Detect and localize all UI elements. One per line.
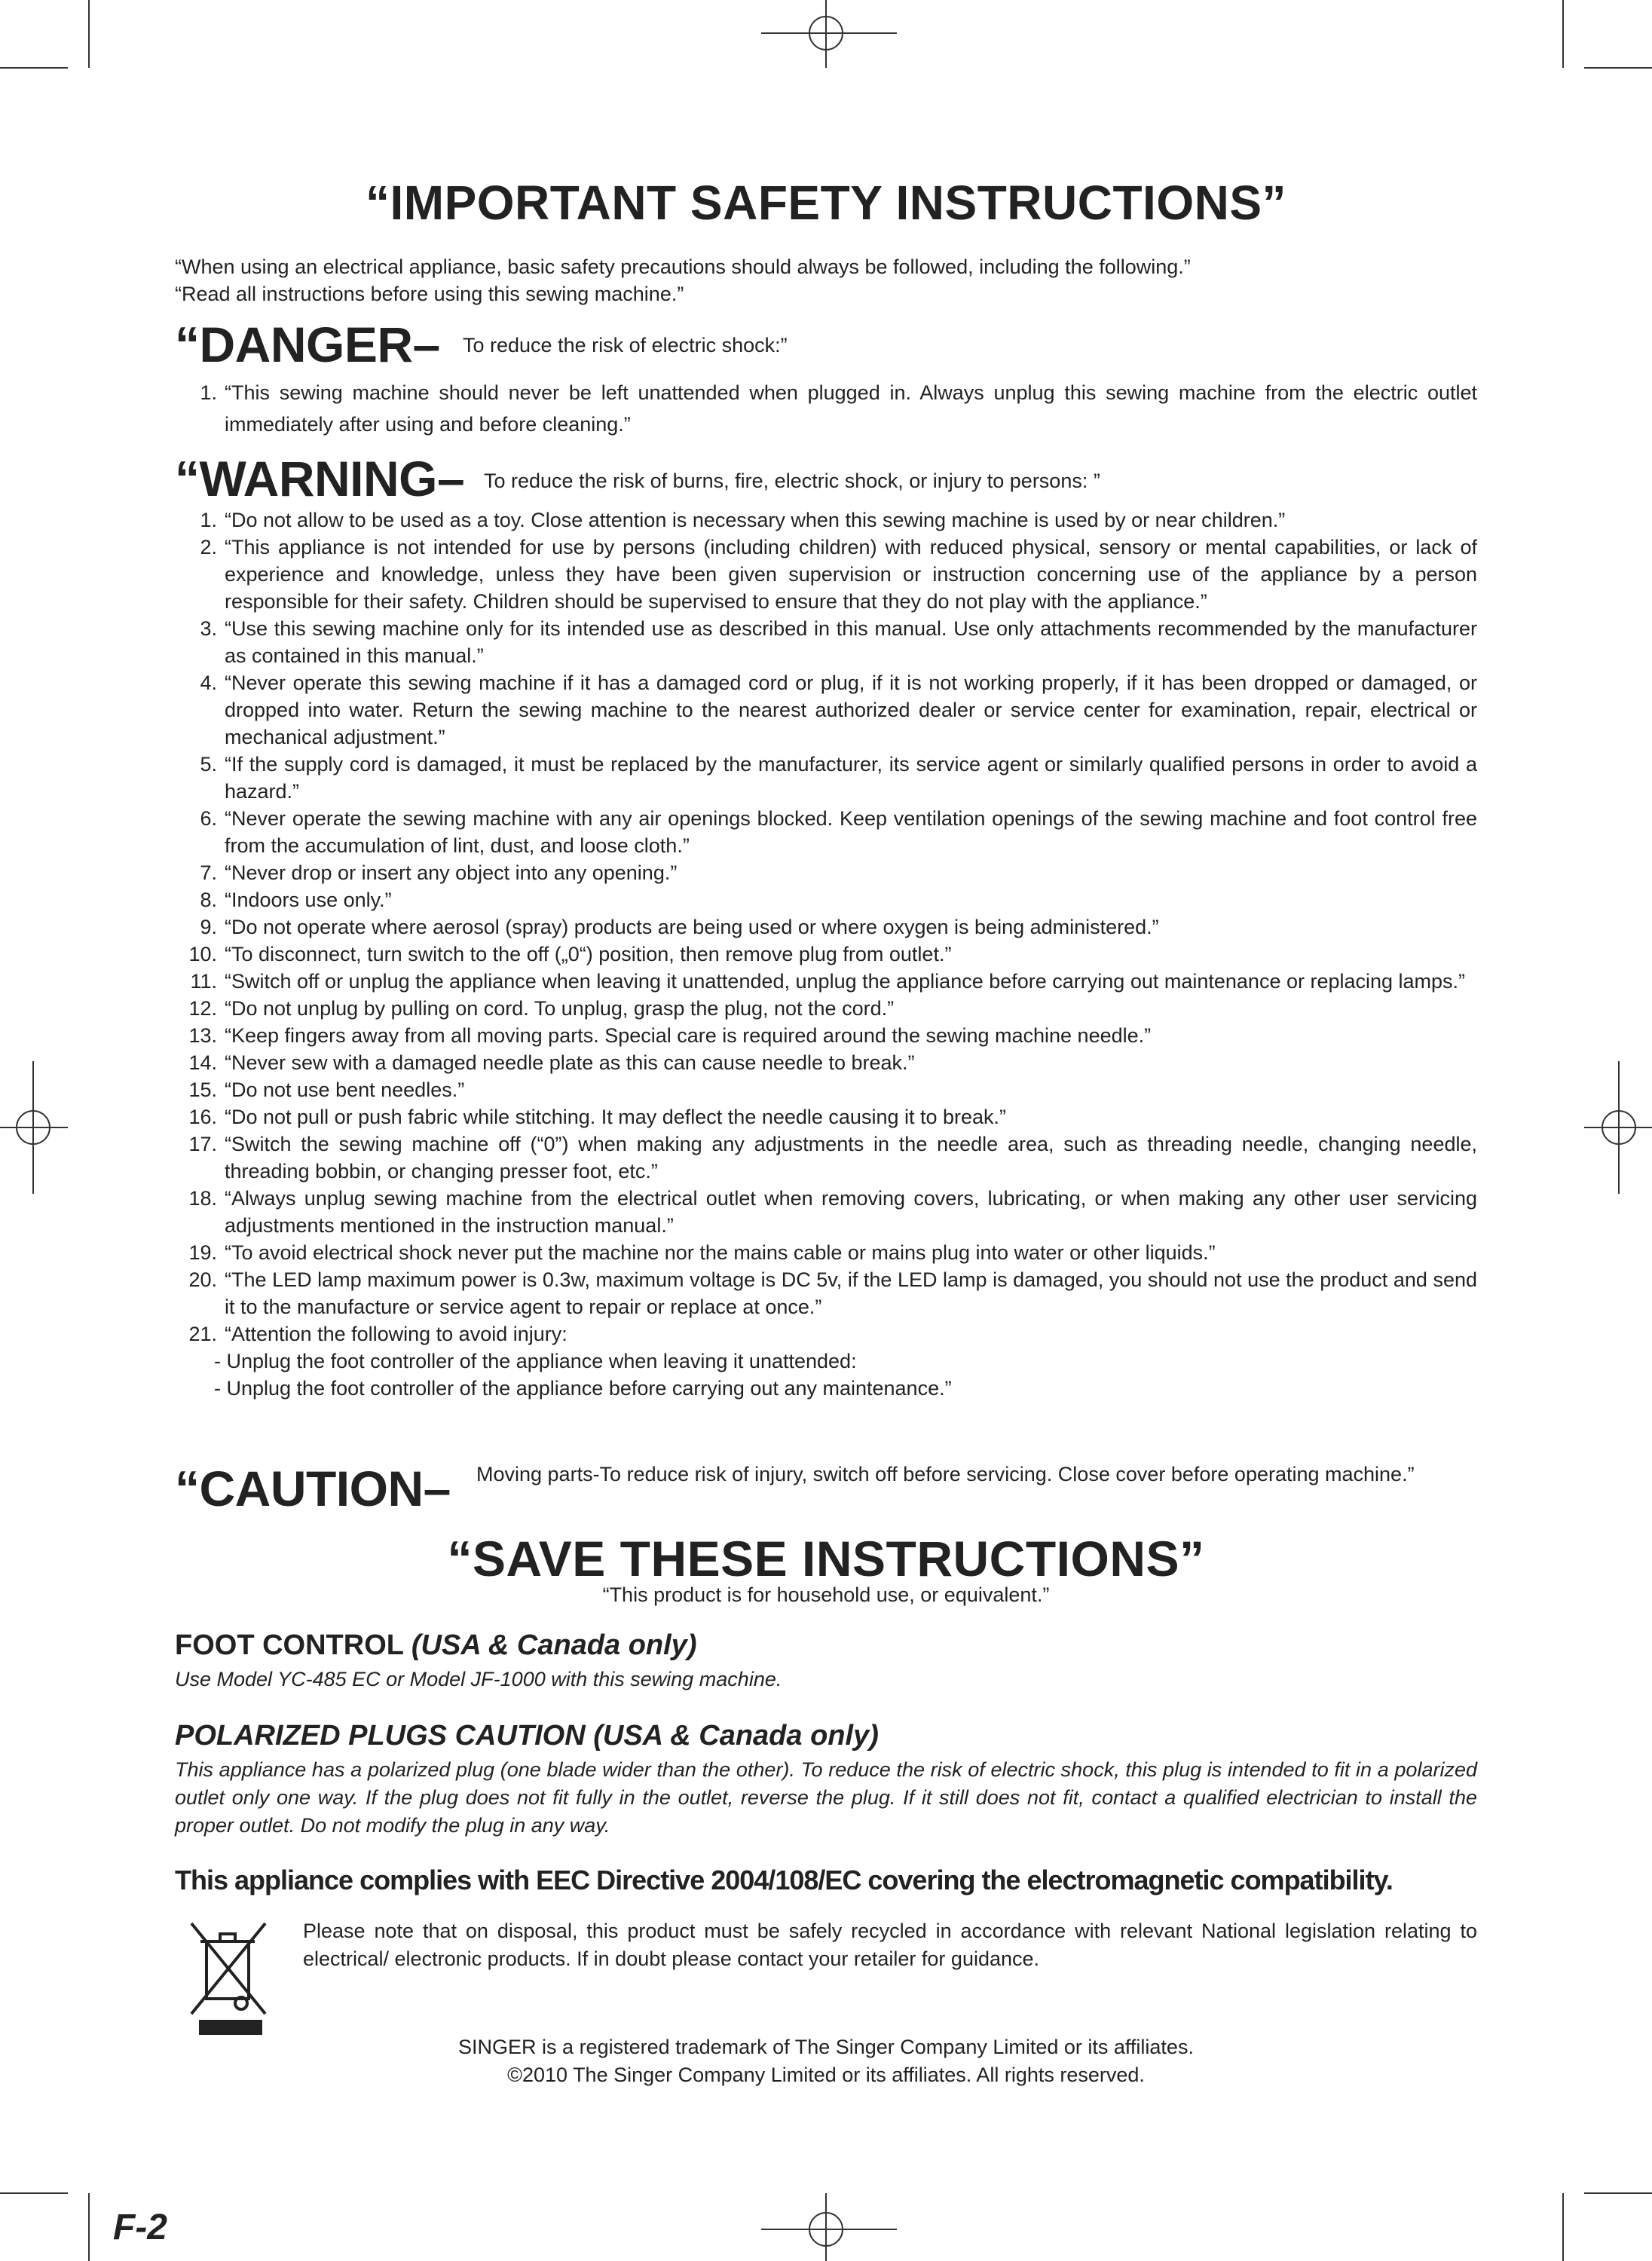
- item-number: 11.: [190, 970, 217, 993]
- item-number: 13.: [188, 1024, 217, 1047]
- item-number: 5.: [200, 753, 217, 776]
- item-number: 19.: [188, 1241, 217, 1264]
- item-text: “To disconnect, turn switch to the off („0“) position, then remove plug from outlet.”: [225, 943, 952, 965]
- page-title: “IMPORTANT SAFETY INSTRUCTIONS”: [365, 176, 1287, 230]
- list-item: [175, 886, 1477, 913]
- item-text: “If the supply cord is damaged, it must be replaced by the manufacturer, its service agent or similarly qualified persons in order to avoid a hazard.”: [225, 753, 1477, 803]
- item-number: 18.: [188, 1187, 217, 1210]
- item-number: 10.: [188, 943, 217, 965]
- list-item: [175, 995, 1477, 1022]
- item-text: “Attention the following to avoid injury:: [225, 1323, 567, 1345]
- eec-compliance: This appliance complies with EEC Directive 2004/108/EC covering the electromagnetic compatibility.: [175, 1865, 1393, 1895]
- list-item: [175, 968, 1477, 995]
- caution-text: Moving parts-To reduce risk of injury, switch off before servicing. Close cover before operating machine.”: [476, 1463, 1415, 1485]
- page-number: F-2: [113, 2207, 167, 2247]
- list-item: [175, 1320, 1477, 1348]
- sub-item: - Unplug the foot controller of the appliance before carrying out any maintenance.”: [214, 1377, 952, 1400]
- item-text: “Indoors use only.”: [225, 889, 392, 911]
- caution-heading: “CAUTION–: [175, 1461, 451, 1516]
- list-item: [175, 1239, 1477, 1266]
- list-item: [175, 534, 1477, 615]
- item-number: 2.: [200, 536, 217, 558]
- list-item: [175, 1130, 1477, 1185]
- warning-heading: “WARNING–: [175, 451, 465, 506]
- item-text: “To avoid electrical shock never put the machine nor the mains cable or mains plug into water or other liquids.”: [225, 1241, 1216, 1264]
- item-number: 6.: [200, 807, 217, 830]
- item-number: 20.: [188, 1268, 217, 1291]
- item-text: “Keep fingers away from all moving parts. Special care is required around the sewing machine needle.”: [225, 1024, 1152, 1047]
- list-item: [175, 506, 1477, 534]
- item-number: 8.: [200, 889, 217, 911]
- item-number: 9.: [200, 916, 217, 938]
- item-number: 15.: [188, 1078, 217, 1101]
- item-number: 21.: [188, 1323, 217, 1345]
- item-text: “Never drop or insert any object into any opening.”: [225, 861, 678, 884]
- crossed-out-wheelie-bin-icon: [187, 1919, 270, 2038]
- list-item: [175, 913, 1477, 941]
- item-text: “Do not pull or push fabric while stitching. It may deflect the needle causing it to break.”: [225, 1106, 1007, 1128]
- list-item: [175, 1076, 1477, 1103]
- copyright-line: ©2010 The Singer Company Limited or its affiliates. All rights reserved.: [507, 2064, 1145, 2086]
- save-title: “SAVE THESE INSTRUCTIONS”: [447, 1531, 1205, 1586]
- foot-control-heading: [175, 1629, 696, 1662]
- foot-control-text: Use Model YC-485 EC or Model JF-1000 with this sewing machine.: [175, 1668, 782, 1690]
- polarized-heading: POLARIZED PLUGS CAUTION (USA & Canada only): [175, 1720, 879, 1752]
- list-item: [175, 805, 1477, 859]
- item-number: 1.: [200, 509, 217, 531]
- item-text: “This sewing machine should never be left unattended when plugged in. Always unplug this sewing machine from the electric outlet immediately after using and before cleaning.”: [225, 381, 1477, 436]
- item-text: “Do not operate where aerosol (spray) products are being used or where oxygen is being administered.”: [225, 916, 1159, 938]
- list-item: [175, 859, 1477, 886]
- warning-lead: To reduce the risk of burns, fire, electric shock, or injury to persons: ”: [484, 470, 1100, 492]
- item-number: 16.: [188, 1106, 217, 1128]
- danger-list: [175, 377, 1477, 440]
- intro-line: “When using an electrical appliance, basic safety precautions should always be followed, including the following.”: [175, 255, 1191, 278]
- item-text: “Do not allow to be used as a toy. Close attention is necessary when this sewing machine is used by or near children.”: [225, 509, 1286, 531]
- item-number: 14.: [188, 1051, 217, 1074]
- item-text: “Never sew with a damaged needle plate as this can cause needle to break.”: [225, 1051, 915, 1074]
- list-item: [175, 1022, 1477, 1049]
- list-item: [175, 1266, 1477, 1320]
- item-text: “Switch off or unplug the appliance when leaving it unattended, unplug the appliance before carrying out maintenance or replacing lamps.”: [225, 970, 1466, 993]
- item-text: “Switch the sewing machine off (“0”) when making any adjustments in the needle area, such as threading needle, changing needle, threading bobbin, or changing presser foot, etc.”: [225, 1133, 1477, 1183]
- list-item: [175, 1103, 1477, 1130]
- item-number: 4.: [200, 672, 217, 694]
- item-number: 3.: [200, 617, 217, 640]
- item-text: “The LED lamp maximum power is 0.3w, maximum voltage is DC 5v, if the LED lamp is damaged, you should not use the product and send it to the manufacture or service agent to repair or replace at once.”: [225, 1268, 1477, 1318]
- item-text: “Use this sewing machine only for its intended use as described in this manual. Use only attachments recommended by the manufacturer as contained in this manual.”: [225, 617, 1477, 667]
- list-item: [175, 1185, 1477, 1239]
- item-number: 17.: [188, 1133, 217, 1155]
- list-item: [175, 1049, 1477, 1076]
- list-item: [175, 377, 1477, 440]
- save-subtitle: “This product is for household use, or equivalent.”: [602, 1583, 1050, 1606]
- item-text: “Do not unplug by pulling on cord. To unplug, grasp the plug, not the cord.”: [225, 997, 895, 1020]
- list-item: [175, 941, 1477, 968]
- danger-heading: “DANGER–: [175, 317, 440, 372]
- warning-list: [175, 506, 1477, 1402]
- item-number: 7.: [200, 861, 217, 884]
- item-text: “Do not use bent needles.”: [225, 1078, 465, 1101]
- foot-control-heading-text: FOOT CONTROL: [175, 1629, 404, 1661]
- item-text: “Never operate this sewing machine if it has a damaged cord or plug, if it is not working properly, if it has been dropped or damaged, or dropped into water. Return the sewing machine to the nearest authorized dealer or service center for examination, repair, electrical or mechanical adjustment.”: [225, 672, 1477, 748]
- intro-line: “Read all instructions before using this sewing machine.”: [175, 283, 684, 305]
- trademark-line: SINGER is a registered trademark of The Singer Company Limited or its affiliates.: [458, 2036, 1194, 2058]
- sub-item: - Unplug the foot controller of the appliance when leaving it unattended:: [214, 1350, 857, 1372]
- item-number: 1.: [200, 381, 217, 404]
- item-text: “Always unplug sewing machine from the electrical outlet when removing covers, lubricating, or when making any other user servicing adjustments mentioned in the instruction manual.”: [225, 1187, 1477, 1237]
- item-text: “This appliance is not intended for use by persons (including children) with reduced physical, sensory or mental capabilities, or lack of experience and knowledge, unless they have been given supervision or instruction concerning use of the appliance by a person responsible for their safety. Children should be supervised to ensure that they do not play with the appliance.”: [225, 536, 1477, 613]
- item-number: 12.: [188, 997, 217, 1020]
- polarized-text: This appliance has a polarized plug (one blade wider than the other). To reduce the risk of electric shock, this plug is intended to fit in a polarized outlet only one way. If the plug does not fit fully in the outlet, reverse the plug. If it still does not fit, contact a qualified electrician to install the proper outlet. Do not modify the plug in any way.: [175, 1758, 1477, 1837]
- item-text: “Never operate the sewing machine with any air openings blocked. Keep ventilation openings of the sewing machine and foot control free from the accumulation of lint, dust, and loose cloth.”: [225, 807, 1477, 857]
- disposal-text: Please note that on disposal, this product must be safely recycled in accordance with relevant National legislation relating to electrical/ electronic products. If in doubt please contact your retailer for guidance.: [303, 1920, 1477, 1970]
- foot-control-heading-region: (USA & Canada only): [411, 1629, 697, 1661]
- list-item: [175, 669, 1477, 751]
- list-item: [175, 615, 1477, 669]
- list-item: [175, 751, 1477, 805]
- danger-lead: To reduce the risk of electric shock:”: [463, 334, 788, 356]
